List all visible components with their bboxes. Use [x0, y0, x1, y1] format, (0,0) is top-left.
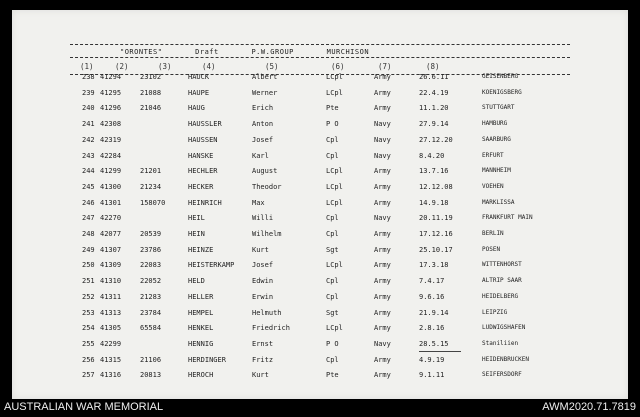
- serial-cell: 239: [82, 88, 95, 97]
- rank-cell: P O: [326, 120, 339, 129]
- pw-number-cell: 41310: [100, 277, 122, 286]
- table-row: [12, 340, 628, 354]
- top-divider: [70, 44, 570, 45]
- rank-cell: Pte: [326, 371, 339, 380]
- table-row: [12, 277, 628, 291]
- army-number-cell: 158070: [140, 198, 166, 207]
- column-number: (3): [158, 62, 172, 71]
- service-cell: Army: [374, 104, 391, 113]
- surname-cell: HECKER: [188, 182, 214, 191]
- service-cell: Navy: [374, 214, 391, 223]
- table-row: [12, 246, 628, 260]
- serial-cell: 248: [82, 230, 95, 238]
- column-number: (8): [426, 62, 440, 71]
- birthplace-cell: LEIPZIG: [482, 308, 508, 316]
- surname-cell: HEROCH: [188, 371, 214, 380]
- birthplace-cell: MARKLISSA: [482, 198, 515, 206]
- column-number: (1): [80, 62, 94, 71]
- birthplace-cell: HEIDENBRUCKEN: [482, 355, 529, 363]
- service-cell: Army: [374, 308, 391, 317]
- given-name-cell: Helmuth: [252, 308, 282, 317]
- table-row: [12, 136, 628, 150]
- rank-cell: Cpl: [326, 230, 339, 238]
- birthplace-cell: VOEHEN: [482, 182, 504, 190]
- service-cell: Army: [374, 73, 391, 81]
- given-name-cell: Erich: [252, 104, 274, 113]
- rank-cell: LCpl: [326, 324, 343, 333]
- serial-cell: 254: [82, 324, 95, 333]
- pw-number-cell: 41309: [100, 261, 122, 270]
- birthplace-cell: POSEN: [482, 245, 501, 253]
- army-number-cell: 21046: [140, 104, 162, 113]
- birth-date-cell: 21.9.14: [419, 308, 449, 317]
- table-row: [12, 293, 628, 307]
- surname-cell: HERDINGER: [188, 355, 226, 364]
- birth-date-cell: 17.12.16: [419, 230, 453, 238]
- pw-number-cell: 42270: [100, 214, 122, 223]
- surname-cell: HAUSSEN: [188, 135, 218, 144]
- pw-number-cell: 41295: [100, 88, 122, 97]
- column-number: (4): [202, 62, 216, 71]
- given-name-cell: Wilhelm: [252, 230, 282, 238]
- location-label: MURCHISON: [326, 48, 370, 56]
- serial-cell: 241: [82, 120, 95, 129]
- service-cell: Army: [374, 88, 391, 97]
- army-number-cell: 21088: [140, 88, 162, 97]
- surname-cell: HEIN: [188, 230, 205, 238]
- birthplace-cell: ERFURT: [482, 151, 504, 159]
- army-number-cell: 22083: [140, 261, 162, 270]
- pw-number-cell: 41305: [100, 324, 122, 333]
- table-row: [12, 324, 628, 338]
- rank-cell: Pte: [326, 104, 339, 113]
- pw-number-cell: 42299: [100, 339, 122, 348]
- surname-cell: HEMPEL: [188, 308, 214, 317]
- given-name-cell: Friedrich: [252, 324, 290, 333]
- pw-number-cell: 41301: [100, 198, 122, 207]
- serial-cell: 244: [82, 167, 95, 176]
- underline-mark: [419, 351, 461, 352]
- header-divider: [70, 57, 570, 58]
- rank-cell: LCpl: [326, 73, 343, 81]
- column-number: (5): [265, 62, 279, 71]
- service-cell: Army: [374, 261, 391, 270]
- footer-accession: AWM2020.71.7819: [542, 401, 636, 413]
- birth-date-cell: 8.4.20: [419, 151, 445, 160]
- army-number-cell: 21106: [140, 355, 162, 364]
- army-number-cell: 21234: [140, 182, 162, 191]
- rank-cell: LCpl: [326, 198, 343, 207]
- birth-date-cell: 28.5.15: [419, 339, 449, 348]
- rank-cell: Cpl: [326, 214, 339, 223]
- service-cell: Army: [374, 277, 391, 286]
- service-cell: Army: [374, 245, 391, 254]
- service-cell: Army: [374, 292, 391, 301]
- surname-cell: HELLER: [188, 292, 214, 301]
- birth-date-cell: 17.3.18: [419, 261, 449, 270]
- birth-date-cell: 7.4.17: [419, 277, 445, 286]
- army-number-cell: 23102: [140, 73, 162, 81]
- pw-number-cell: 42077: [100, 230, 122, 238]
- footer-credit: AUSTRALIAN WAR MEMORIAL: [4, 401, 164, 413]
- rank-cell: LCpl: [326, 88, 343, 97]
- rank-cell: Sgt: [326, 308, 339, 317]
- table-row: [12, 356, 628, 370]
- table-row: [12, 371, 628, 385]
- service-cell: Navy: [374, 339, 391, 348]
- table-row: [12, 309, 628, 323]
- army-number-cell: 20539: [140, 230, 162, 238]
- birth-date-cell: 9.6.16: [419, 292, 445, 301]
- ship-name: "ORONTES": [120, 48, 163, 56]
- table-row: [12, 199, 628, 213]
- serial-cell: 256: [82, 355, 95, 364]
- rank-cell: Cpl: [326, 292, 339, 301]
- pw-number-cell: 41313: [100, 308, 122, 317]
- pw-number-cell: 41299: [100, 167, 122, 176]
- table-row: [12, 261, 628, 275]
- surname-cell: HAUCK: [188, 73, 210, 81]
- pw-number-cell: 42308: [100, 120, 122, 129]
- surname-cell: HAUSSLER: [188, 120, 222, 129]
- pw-number-cell: 41311: [100, 292, 122, 301]
- table-row: [12, 104, 628, 118]
- surname-cell: HENKEL: [188, 324, 214, 333]
- birthplace-cell: SAARBURG: [482, 135, 511, 143]
- army-number-cell: 21283: [140, 292, 162, 301]
- given-name-cell: August: [252, 167, 278, 176]
- given-name-cell: Fritz: [252, 355, 274, 364]
- table-row: [12, 89, 628, 103]
- rank-cell: Cpl: [326, 277, 339, 286]
- birthplace-cell: SEIFERSDORF: [482, 371, 522, 379]
- table-row: [12, 152, 628, 166]
- birth-date-cell: 9.1.11: [419, 371, 445, 380]
- army-number-cell: 23786: [140, 245, 162, 254]
- birth-date-cell: 27.9.14: [419, 120, 449, 129]
- column-number: (2): [115, 62, 129, 71]
- birth-date-cell: 13.7.16: [419, 167, 449, 176]
- birth-date-cell: 22.4.19: [419, 88, 449, 97]
- birth-date-cell: 2.8.16: [419, 324, 445, 333]
- given-name-cell: Albert: [252, 73, 278, 81]
- surname-cell: HAUG: [188, 104, 205, 113]
- serial-cell: 250: [82, 261, 95, 270]
- surname-cell: HANSKE: [188, 151, 214, 160]
- surname-cell: HECHLER: [188, 167, 218, 176]
- given-name-cell: Werner: [252, 88, 278, 97]
- pw-number-cell: 41300: [100, 182, 122, 191]
- given-name-cell: Kurt: [252, 245, 269, 254]
- given-name-cell: Karl: [252, 151, 269, 160]
- given-name-cell: Theodor: [252, 182, 282, 191]
- surname-cell: HELD: [188, 277, 205, 286]
- pw-number-cell: 41307: [100, 245, 122, 254]
- given-name-cell: Max: [252, 198, 265, 207]
- birth-date-cell: 27.12.20: [419, 135, 453, 144]
- army-number-cell: 65584: [140, 324, 162, 333]
- rank-cell: Cpl: [326, 151, 339, 160]
- birthplace-cell: Staniliien: [482, 339, 519, 347]
- army-number-cell: 20813: [140, 371, 162, 380]
- group-label: P.W.GROUP: [251, 48, 294, 56]
- birthplace-cell: HEIDELBERG: [482, 292, 519, 300]
- given-name-cell: Ernst: [252, 339, 274, 348]
- surname-cell: HEINRICH: [188, 198, 222, 207]
- surname-cell: HEINZE: [188, 245, 214, 254]
- rank-cell: Cpl: [326, 135, 339, 144]
- birth-date-cell: 20.11.19: [419, 214, 453, 223]
- birthplace-cell: BERLIN: [482, 230, 504, 237]
- surname-cell: HENNIG: [188, 339, 214, 348]
- birth-date-cell: 11.1.20: [419, 104, 449, 113]
- birthplace-cell: KOENIGSBERG: [482, 88, 522, 96]
- birth-date-cell: 25.10.17: [419, 245, 453, 254]
- service-cell: Navy: [374, 120, 391, 129]
- serial-cell: 255: [82, 339, 95, 348]
- birth-date-cell: 12.12.08: [419, 182, 453, 191]
- army-number-cell: 23784: [140, 308, 162, 317]
- pw-number-cell: 41316: [100, 371, 122, 380]
- serial-cell: 246: [82, 198, 95, 207]
- serial-cell: 240: [82, 104, 95, 113]
- table-row: [12, 120, 628, 134]
- pw-number-cell: 42319: [100, 135, 122, 144]
- birthplace-cell: HAMBURG: [482, 120, 508, 128]
- draft-label: Draft: [195, 48, 219, 56]
- service-cell: Army: [374, 198, 391, 207]
- given-name-cell: Edwin: [252, 277, 274, 286]
- service-cell: Army: [374, 167, 391, 176]
- given-name-cell: Willi: [252, 214, 274, 223]
- surname-cell: HEISTERKAMP: [188, 261, 235, 270]
- birth-date-cell: 26.6.11: [419, 73, 449, 81]
- army-number-cell: 21201: [140, 167, 162, 176]
- birthplace-cell: WITTENHORST: [482, 261, 522, 269]
- given-name-cell: Josef: [252, 135, 274, 144]
- service-cell: Army: [374, 230, 391, 238]
- serial-cell: 251: [82, 277, 95, 286]
- column-number: (7): [378, 62, 392, 71]
- service-cell: Army: [374, 355, 391, 364]
- pw-number-cell: 41315: [100, 355, 122, 364]
- pw-number-cell: 41296: [100, 104, 122, 113]
- service-cell: Army: [374, 371, 391, 380]
- birthplace-cell: MANNHEIM: [482, 167, 511, 175]
- serial-cell: 249: [82, 245, 95, 254]
- serial-cell: 257: [82, 371, 95, 380]
- serial-cell: 253: [82, 308, 95, 317]
- pw-number-cell: 42284: [100, 151, 122, 160]
- column-number: (6): [331, 62, 345, 71]
- table-row: [12, 214, 628, 228]
- service-cell: Navy: [374, 151, 391, 160]
- surname-cell: HAUPE: [188, 88, 210, 97]
- given-name-cell: Anton: [252, 120, 274, 129]
- table-row: [12, 73, 628, 87]
- army-number-cell: 22052: [140, 277, 162, 286]
- birth-date-cell: 4.9.19: [419, 355, 445, 364]
- given-name-cell: Erwin: [252, 292, 274, 301]
- serial-cell: 245: [82, 182, 95, 191]
- rank-cell: P O: [326, 339, 339, 348]
- rank-cell: LCpl: [326, 167, 343, 176]
- table-row: [12, 167, 628, 181]
- serial-cell: 243: [82, 151, 95, 160]
- table-row: [12, 183, 628, 197]
- serial-cell: 247: [82, 214, 95, 223]
- serial-cell: 252: [82, 292, 95, 301]
- service-cell: Army: [374, 324, 391, 333]
- rank-cell: Sgt: [326, 245, 339, 254]
- surname-cell: HEIL: [188, 214, 205, 223]
- birthplace-cell: LUDWIGSHAFEN: [482, 324, 526, 332]
- serial-cell: 242: [82, 135, 95, 144]
- serial-cell: 238: [82, 73, 95, 81]
- document-page: [12, 10, 628, 399]
- birthplace-cell: FRANKFURT MAIN: [482, 214, 533, 222]
- rank-cell: LCpl: [326, 261, 343, 270]
- rank-cell: Cpl: [326, 355, 339, 364]
- birthplace-cell: STUTTGART: [482, 104, 515, 112]
- document-header: [120, 48, 397, 56]
- given-name-cell: Josef: [252, 261, 274, 270]
- table-row: [12, 230, 628, 244]
- given-name-cell: Kurt: [252, 371, 269, 380]
- pw-number-cell: 41294: [100, 73, 122, 81]
- service-cell: Navy: [374, 135, 391, 144]
- birthplace-cell: GEISENBERG: [482, 73, 519, 80]
- rank-cell: LCpl: [326, 182, 343, 191]
- service-cell: Army: [374, 182, 391, 191]
- birthplace-cell: ALTRIP SAAR: [482, 277, 522, 285]
- birth-date-cell: 14.9.18: [419, 198, 449, 207]
